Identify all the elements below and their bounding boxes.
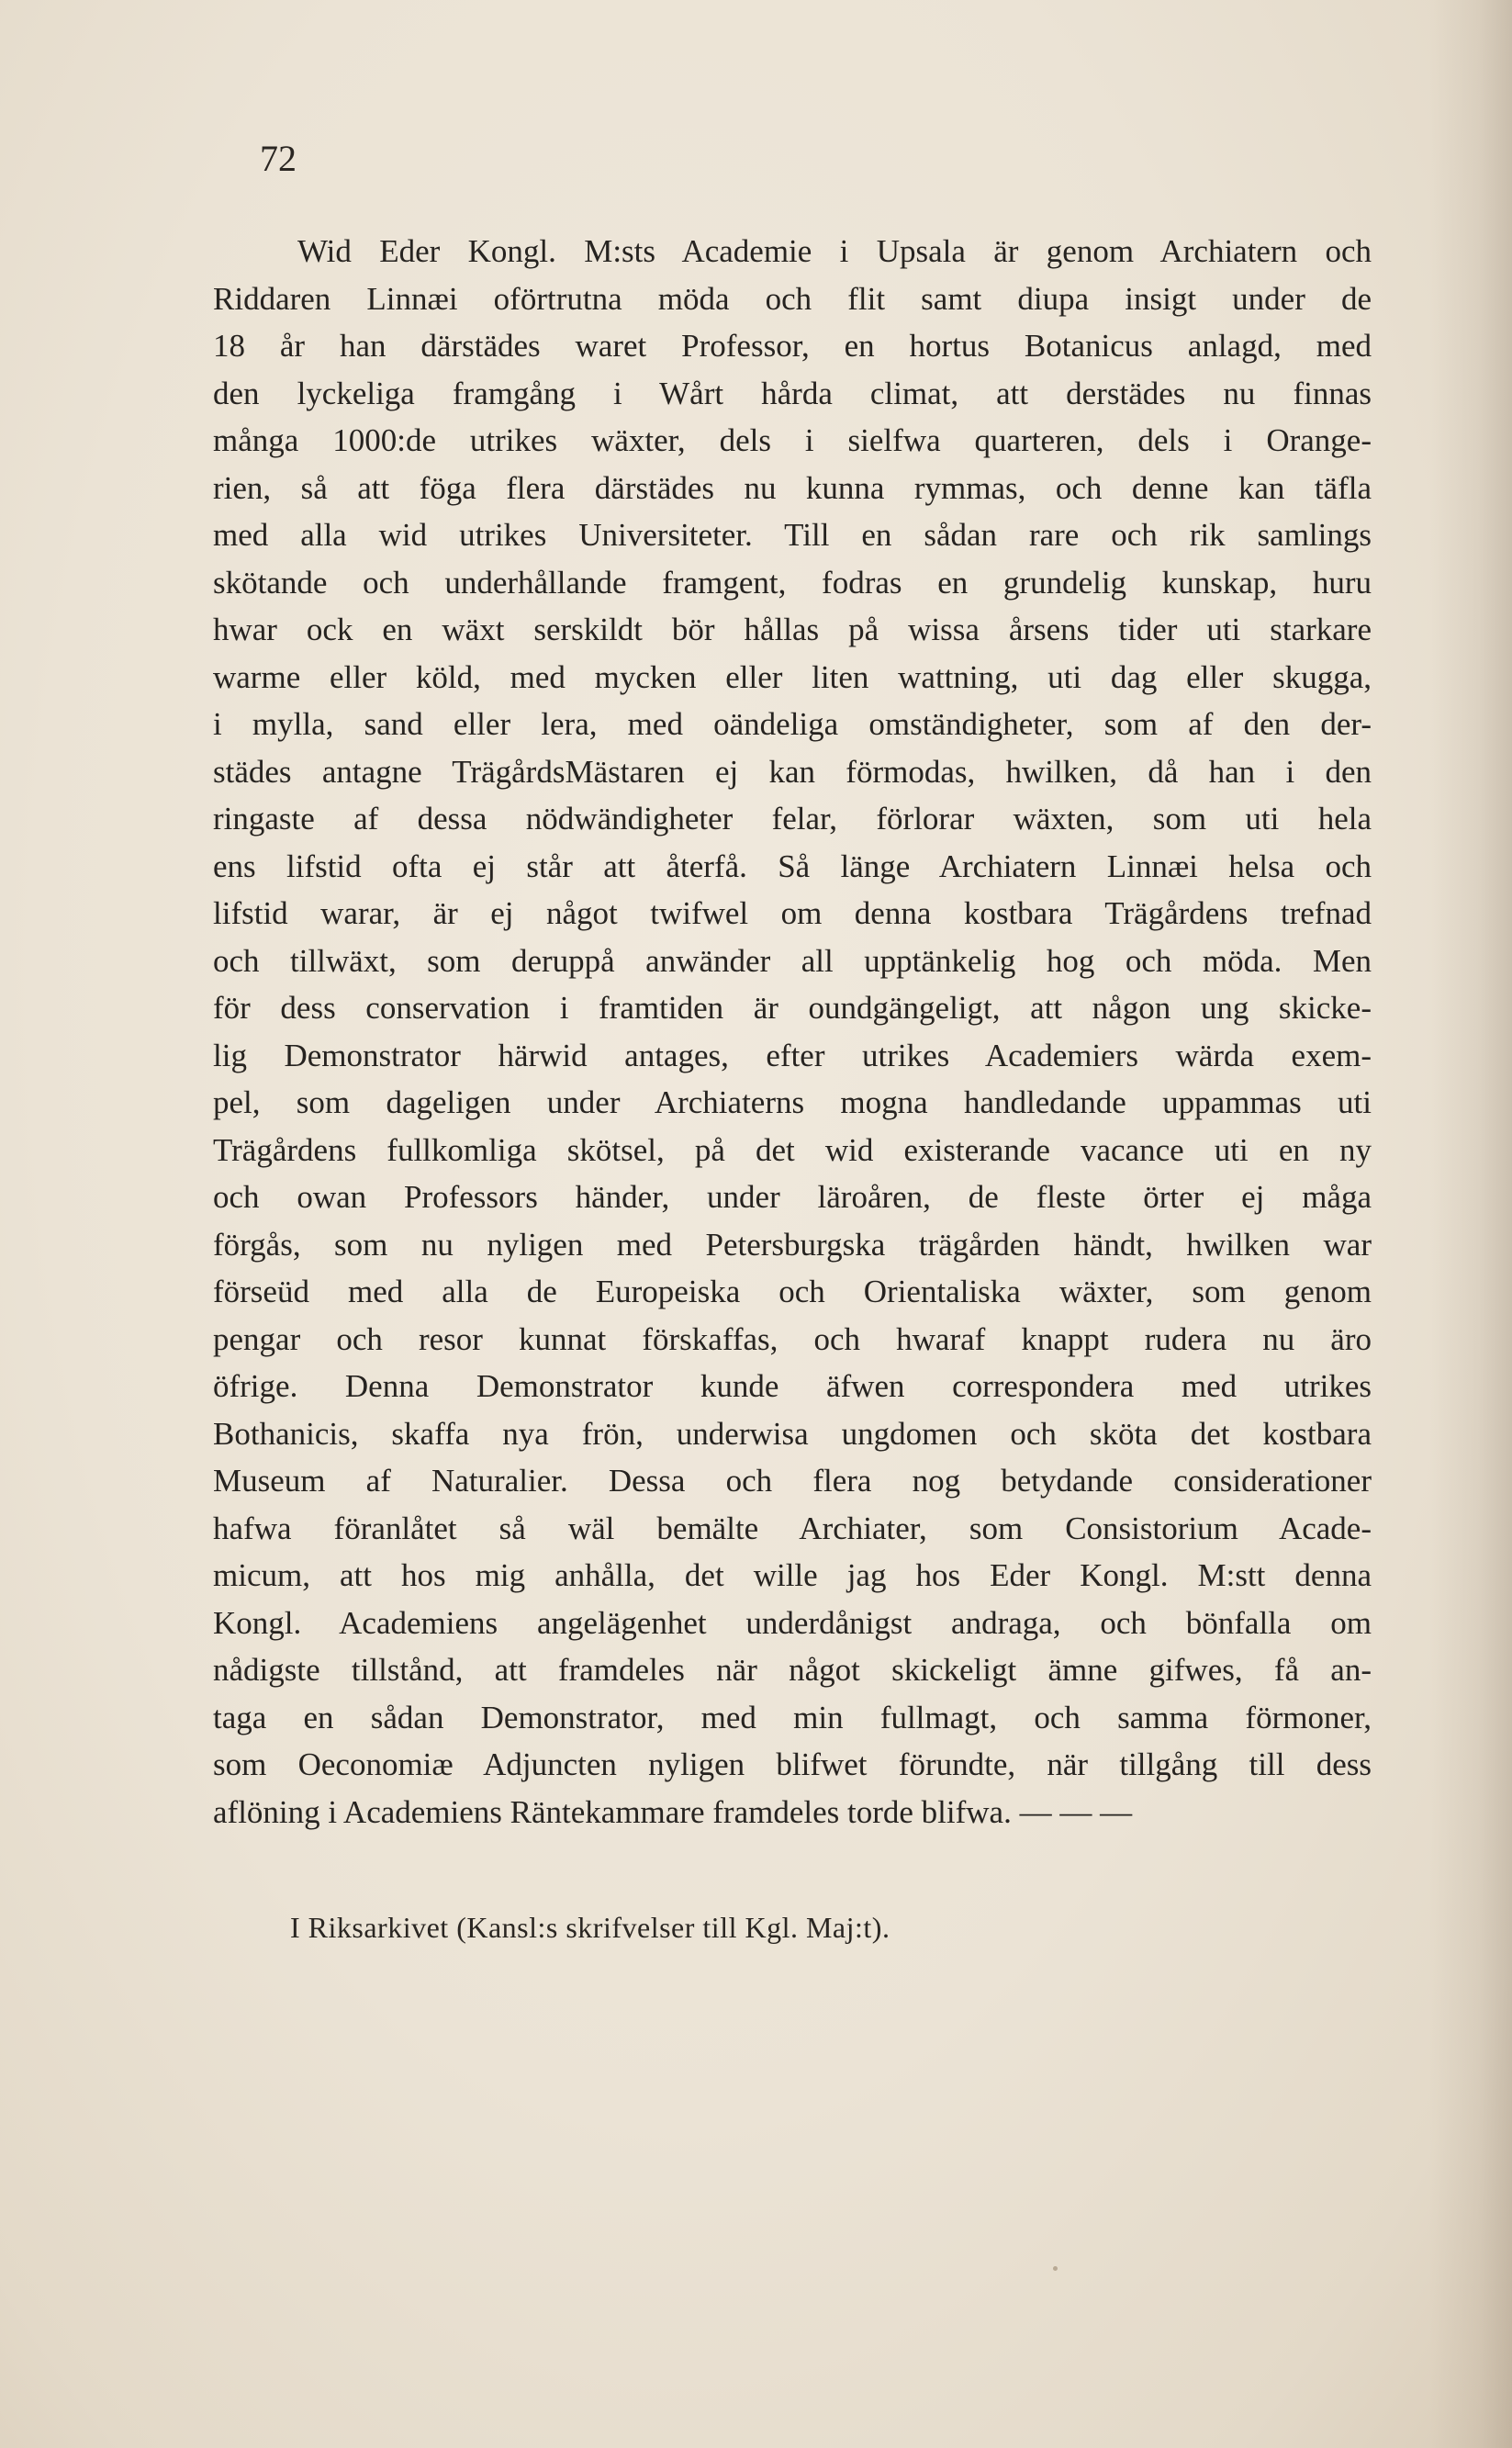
text-line: med alla wid utrikes Universiteter. Till en sådan rare och rik samlings [213,517,1372,553]
text-line: skötande och underhållande framgent, fodras en grundelig kunskap, huru [213,564,1372,601]
text-line: ens lifstid ofta ej står att återfå. Så länge Archiatern Linnæi helsa och [213,848,1372,884]
text-line: micum, att hos mig anhålla, det wille jag hos Eder Kongl. M:stt denna [213,1557,1372,1593]
text-line: hafwa föranlåtet så wäl bemälte Archiater, som Consistorium Acade- [213,1510,1372,1546]
text-line: nådigste tillstånd, att framdeles när något skickeligt ämne gifwes, få an- [213,1652,1372,1688]
text-line: förseüd med alla de Europeiska och Orientaliska wäxter, som genom [213,1274,1372,1309]
text-line: den lyckeliga framgång i Wårt hårda climat, att derstädes nu finnas [213,375,1372,411]
text-line: Riddaren Linnæi oförtrutna möda och flit samt diupa insigt under de [213,280,1372,317]
text-line: förgås, som nu nyligen med Petersburgska trägården händt, hwilken war [213,1226,1372,1263]
text-line: lifstid warar, är ej något twifwel om denna kostbara Trägårdens trefnad [213,895,1372,931]
text-line: många 1000:de utrikes wäxter, dels i sielfwa quarteren, dels i Orange- [213,422,1372,458]
text-line: Wid Eder Kongl. M:sts Academie i Upsala är genom Archiatern och [297,233,1372,269]
page-edge-shadow [1429,0,1512,2448]
text-line: Bothanicis, skaffa nya frön, underwisa ungdomen och sköta det kostbara [213,1415,1372,1452]
text-line: pengar och resor kunnat förskaffas, och hwaraf knappt rudera nu äro [213,1320,1372,1357]
body-paragraph [213,228,1372,1836]
text-line: rien, så att föga flera därstädes nu kunna rymmas, och denne kan täfla [213,469,1372,506]
text-line-last: aflöning i Academiens Räntekammare framdeles torde blifwa. — — — [213,1793,1133,1830]
text-line: Trägårdens fullkomliga skötsel, på det wid existerande vacance uti en ny [213,1131,1372,1168]
paper-speck [1053,2266,1058,2271]
text-line: taga en sådan Demonstrator, med min fullmagt, och samma förmoner, [213,1699,1372,1735]
text-line: lig Demonstrator härwid antages, efter utrikes Academiers wärda exem- [213,1037,1372,1073]
page-number: 72 [260,138,297,179]
text-line: hwar ock en wäxt serskildt bör hållas på wissa årsens tider uti starkare [213,612,1372,647]
text-line: för dess conservation i framtiden är oundgängeligt, att någon ung skicke- [213,990,1372,1026]
text-line: som Oeconomiæ Adjuncten nyligen blifwet förundte, när tillgång till dess [213,1746,1372,1782]
text-line: warme eller köld, med mycken eller liten wattning, uti dag eller skugga, [213,658,1372,695]
text-line: pel, som dageligen under Archiaterns mogna handledande uppammas uti [213,1084,1372,1120]
text-line: Museum af Naturalier. Dessa och flera nog betydande considerationer [213,1463,1372,1499]
text-line: städes antagne TrägårdsMästaren ej kan förmodas, hwilken, då han i den [213,753,1372,790]
text-line: öfrige. Denna Demonstrator kunde äfwen correspondera med utrikes [213,1368,1372,1404]
text-line: i mylla, sand eller lera, med oändeliga omständigheter, som af den der- [213,706,1372,742]
text-line: och tillwäxt, som deruppå anwänder all upptänkelig hog och möda. Men [213,942,1372,979]
text-line: ringaste af dessa nödwändigheter felar, förlorar wäxten, som uti hela [213,801,1372,837]
text-line: Kongl. Academiens angelägenhet underdånigst andraga, och bönfalla om [213,1604,1372,1641]
text-line: 18 år han därstädes waret Professor, en hortus Botanicus anlagd, med [213,328,1372,364]
text-line: och owan Professors händer, under läroåren, de fleste örter ej måga [213,1179,1372,1215]
source-citation: I Riksarkivet (Kansl:s skrifvelser till Kgl. Maj:t). [290,1911,890,1944]
